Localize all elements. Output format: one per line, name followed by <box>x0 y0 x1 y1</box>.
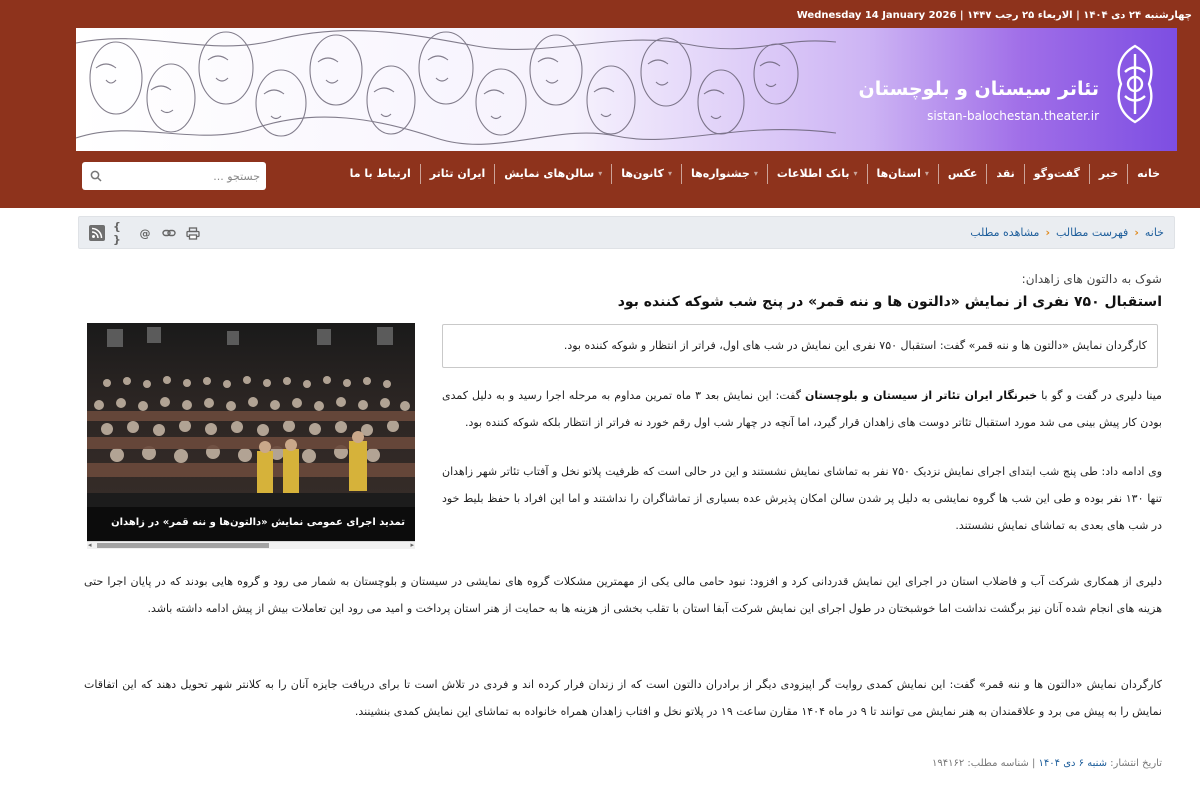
nav-menu <box>341 164 1169 184</box>
article-title: استقبال ۷۵۰ نفری از نمایش «دالتون ها و ننه قمر» در پنج شب شوکه کننده بود <box>617 294 1162 310</box>
article-image[interactable] <box>87 323 415 549</box>
search-input[interactable] <box>108 162 260 190</box>
date-text: چهارشنبه ۲۴ دی ۱۴۰۴ | الاربعاء ۲۵ رجب ۱۴۴۷ | Wednesday 14 January 2026 <box>796 10 1192 21</box>
nav-item-iran-theater[interactable]: ایران تئاتر <box>420 164 494 184</box>
nav-item-home[interactable]: خانه <box>1127 164 1169 184</box>
article-meta: تاریخ انتشار: شنبه ۶ دی ۱۴۰۴ | شناسه مطلب: ۱۹۴۱۶۲ <box>931 758 1162 769</box>
article-pretitle: شوک به دالتون های زاهدان: <box>1021 272 1162 286</box>
header-band <box>0 0 1200 208</box>
image-scrollbar[interactable] <box>87 541 415 549</box>
chevron-down-icon: ▾ <box>598 169 603 178</box>
header-banner[interactable] <box>76 28 1177 151</box>
reporter-credit: خبرنگار ایران تئاتر از سیستان و بلوچستان <box>805 389 1038 402</box>
nav-item-critique[interactable]: نقد <box>986 164 1023 184</box>
article-id: | شناسه مطلب: ۱۹۴۱۶۲ <box>931 758 1039 769</box>
nav-item-database[interactable]: بانک اطلاعات ▾ <box>767 164 867 184</box>
chevron-down-icon: ▾ <box>667 169 672 178</box>
theater-logo-icon <box>1113 44 1157 124</box>
nav-item-provinces[interactable]: استان‌ها ▾ <box>867 164 938 184</box>
chevron-down-icon: ▾ <box>753 169 758 178</box>
scrollbar-thumb[interactable] <box>97 543 269 548</box>
nav-item-news[interactable]: خبر <box>1089 164 1127 184</box>
breadcrumb-current: مشاهده مطلب <box>970 226 1040 239</box>
nav-item-festivals[interactable]: جشنواره‌ها ▾ <box>681 164 767 184</box>
site-url: sistan-balochestan.theater.ir <box>927 109 1099 123</box>
nav-item-photo[interactable]: عکس <box>938 164 986 184</box>
article-lead: کارگردان نمایش «دالتون ها و ننه قمر» گفت: استقبال ۷۵۰ نفری این نمایش در شب های اول، فراتر از انتظار و شوکه کننده بود. <box>442 324 1158 368</box>
breadcrumb-bar <box>78 216 1175 249</box>
nav-item-theater-halls[interactable]: سالن‌های نمایش ▾ <box>494 164 611 184</box>
nav-item-contact[interactable]: ارتباط با ما <box>349 167 411 180</box>
site-name: تئاتر سیستان و بلوچستان <box>858 78 1099 100</box>
chevron-down-icon: ▾ <box>853 169 858 178</box>
article-tools <box>89 220 201 246</box>
scroll-right-icon[interactable]: ▸ <box>410 541 414 549</box>
breadcrumb-content-list[interactable]: فهرست مطالب <box>1055 226 1129 239</box>
article-paragraph: دلیری از همکاری شرکت آب و فاضلاب استان در اجرای این نمایش قدردانی کرد و افزود: نبود حامی مالی یکی از مهمترین مشکلات گروه های نمایشی در سیستان و بلوچستان به شمار می رود و گروه هایی بودند که در پایان اجرا حتی هزینه های انجام شده آنان نیز برگشت نداشت اما خوشبختان در طول اجرای این نمایش شرکت آبفا استان با تقلب بخشی از هزینه ها به حمایت از هنر استان پرداخت و امید می رود این تعاملات بیش از پیش ادامه داشته باشد. <box>84 575 1162 615</box>
article-paragraph: کارگردان نمایش «دالتون ها و ننه قمر» گفت: این نمایش کمدی روایت گر اپیزودی دیگر از برادران دالتون است که از زندان فرار کرده اند و فردی در تلاش است تا برای دریافت جایزه آنان را به کلانتر شهر تحویل دهند که این اتفاقات نمایش را به پیش می برد و علاقمندان به هنر نمایش می توانند تا ۹ در ماه ۱۴۰۴ مقارن ساعت ۱۹ در پلاتو نخل و افتاب زاهدان همراه خانواده به تماشای این نمایش کمدی بنشینند. <box>84 678 1162 718</box>
faces-illustration <box>76 28 836 151</box>
rss-icon[interactable] <box>89 225 105 241</box>
date-bar <box>0 0 1200 30</box>
article-paragraph: وی ادامه داد: طی پنج شب ابتدای اجرای نمایش نزدیک ۷۵۰ نفر به تماشای نمایش نشستند و این در حالی است که ظرفیت پلاتو نخل و آفتاب تئاتر شهر زاهدان تنها ۱۳۰ نفر بوده و طی این شب ها گروه نمایشی به دلیل پر شدن سالن امکان پذیرش عده بسیاری از تماشاگران را نداشتند و اما این افراد با حفظ بلیط خود در شب های بعدی به تماشای نمایش نشستند. <box>442 465 1163 532</box>
image-caption: تمدید اجرای عمومی نمایش «دالتون‌ها و ننه قمر» در زاهدان <box>87 507 415 541</box>
email-icon[interactable]: @ <box>139 226 151 240</box>
chevron-down-icon: ▾ <box>924 169 929 178</box>
site-brand[interactable] <box>858 42 1157 142</box>
main-navigation <box>76 154 1177 194</box>
article-paragraph: مینا دلیری در گفت و گو با خبرنگار ایران تئاتر از سیستان و بلوچستان گفت: این نمایش بعد ۳ ماه تمرین مداوم به مرحله اجرا رسید و به دلیل کمدی بودن کار پیش بینی می شد مورد استقبال تئاتر دوست های زاهدان قرار گیرد، اما آنچه در چهار شب اول رقم خورد نه فراتر از انتظار بلکه شوکه کننده بود. <box>442 389 1162 429</box>
breadcrumb <box>970 226 1164 239</box>
publish-date: شنبه ۶ دی ۱۴۰۴ <box>1038 758 1107 769</box>
nav-item-interview[interactable]: گفت‌وگو <box>1024 164 1089 184</box>
breadcrumb-separator: ‹ <box>1134 226 1139 239</box>
search-icon[interactable] <box>90 170 102 182</box>
link-icon[interactable] <box>161 225 177 241</box>
nav-item-associations[interactable]: کانون‌ها ▾ <box>611 164 681 184</box>
search-box <box>82 162 266 190</box>
print-icon[interactable] <box>185 225 201 241</box>
breadcrumb-separator: ‹ <box>1045 226 1050 239</box>
code-icon[interactable]: { } <box>113 220 121 246</box>
scroll-left-icon[interactable]: ◂ <box>88 541 92 549</box>
breadcrumb-home[interactable]: خانه <box>1144 226 1164 239</box>
